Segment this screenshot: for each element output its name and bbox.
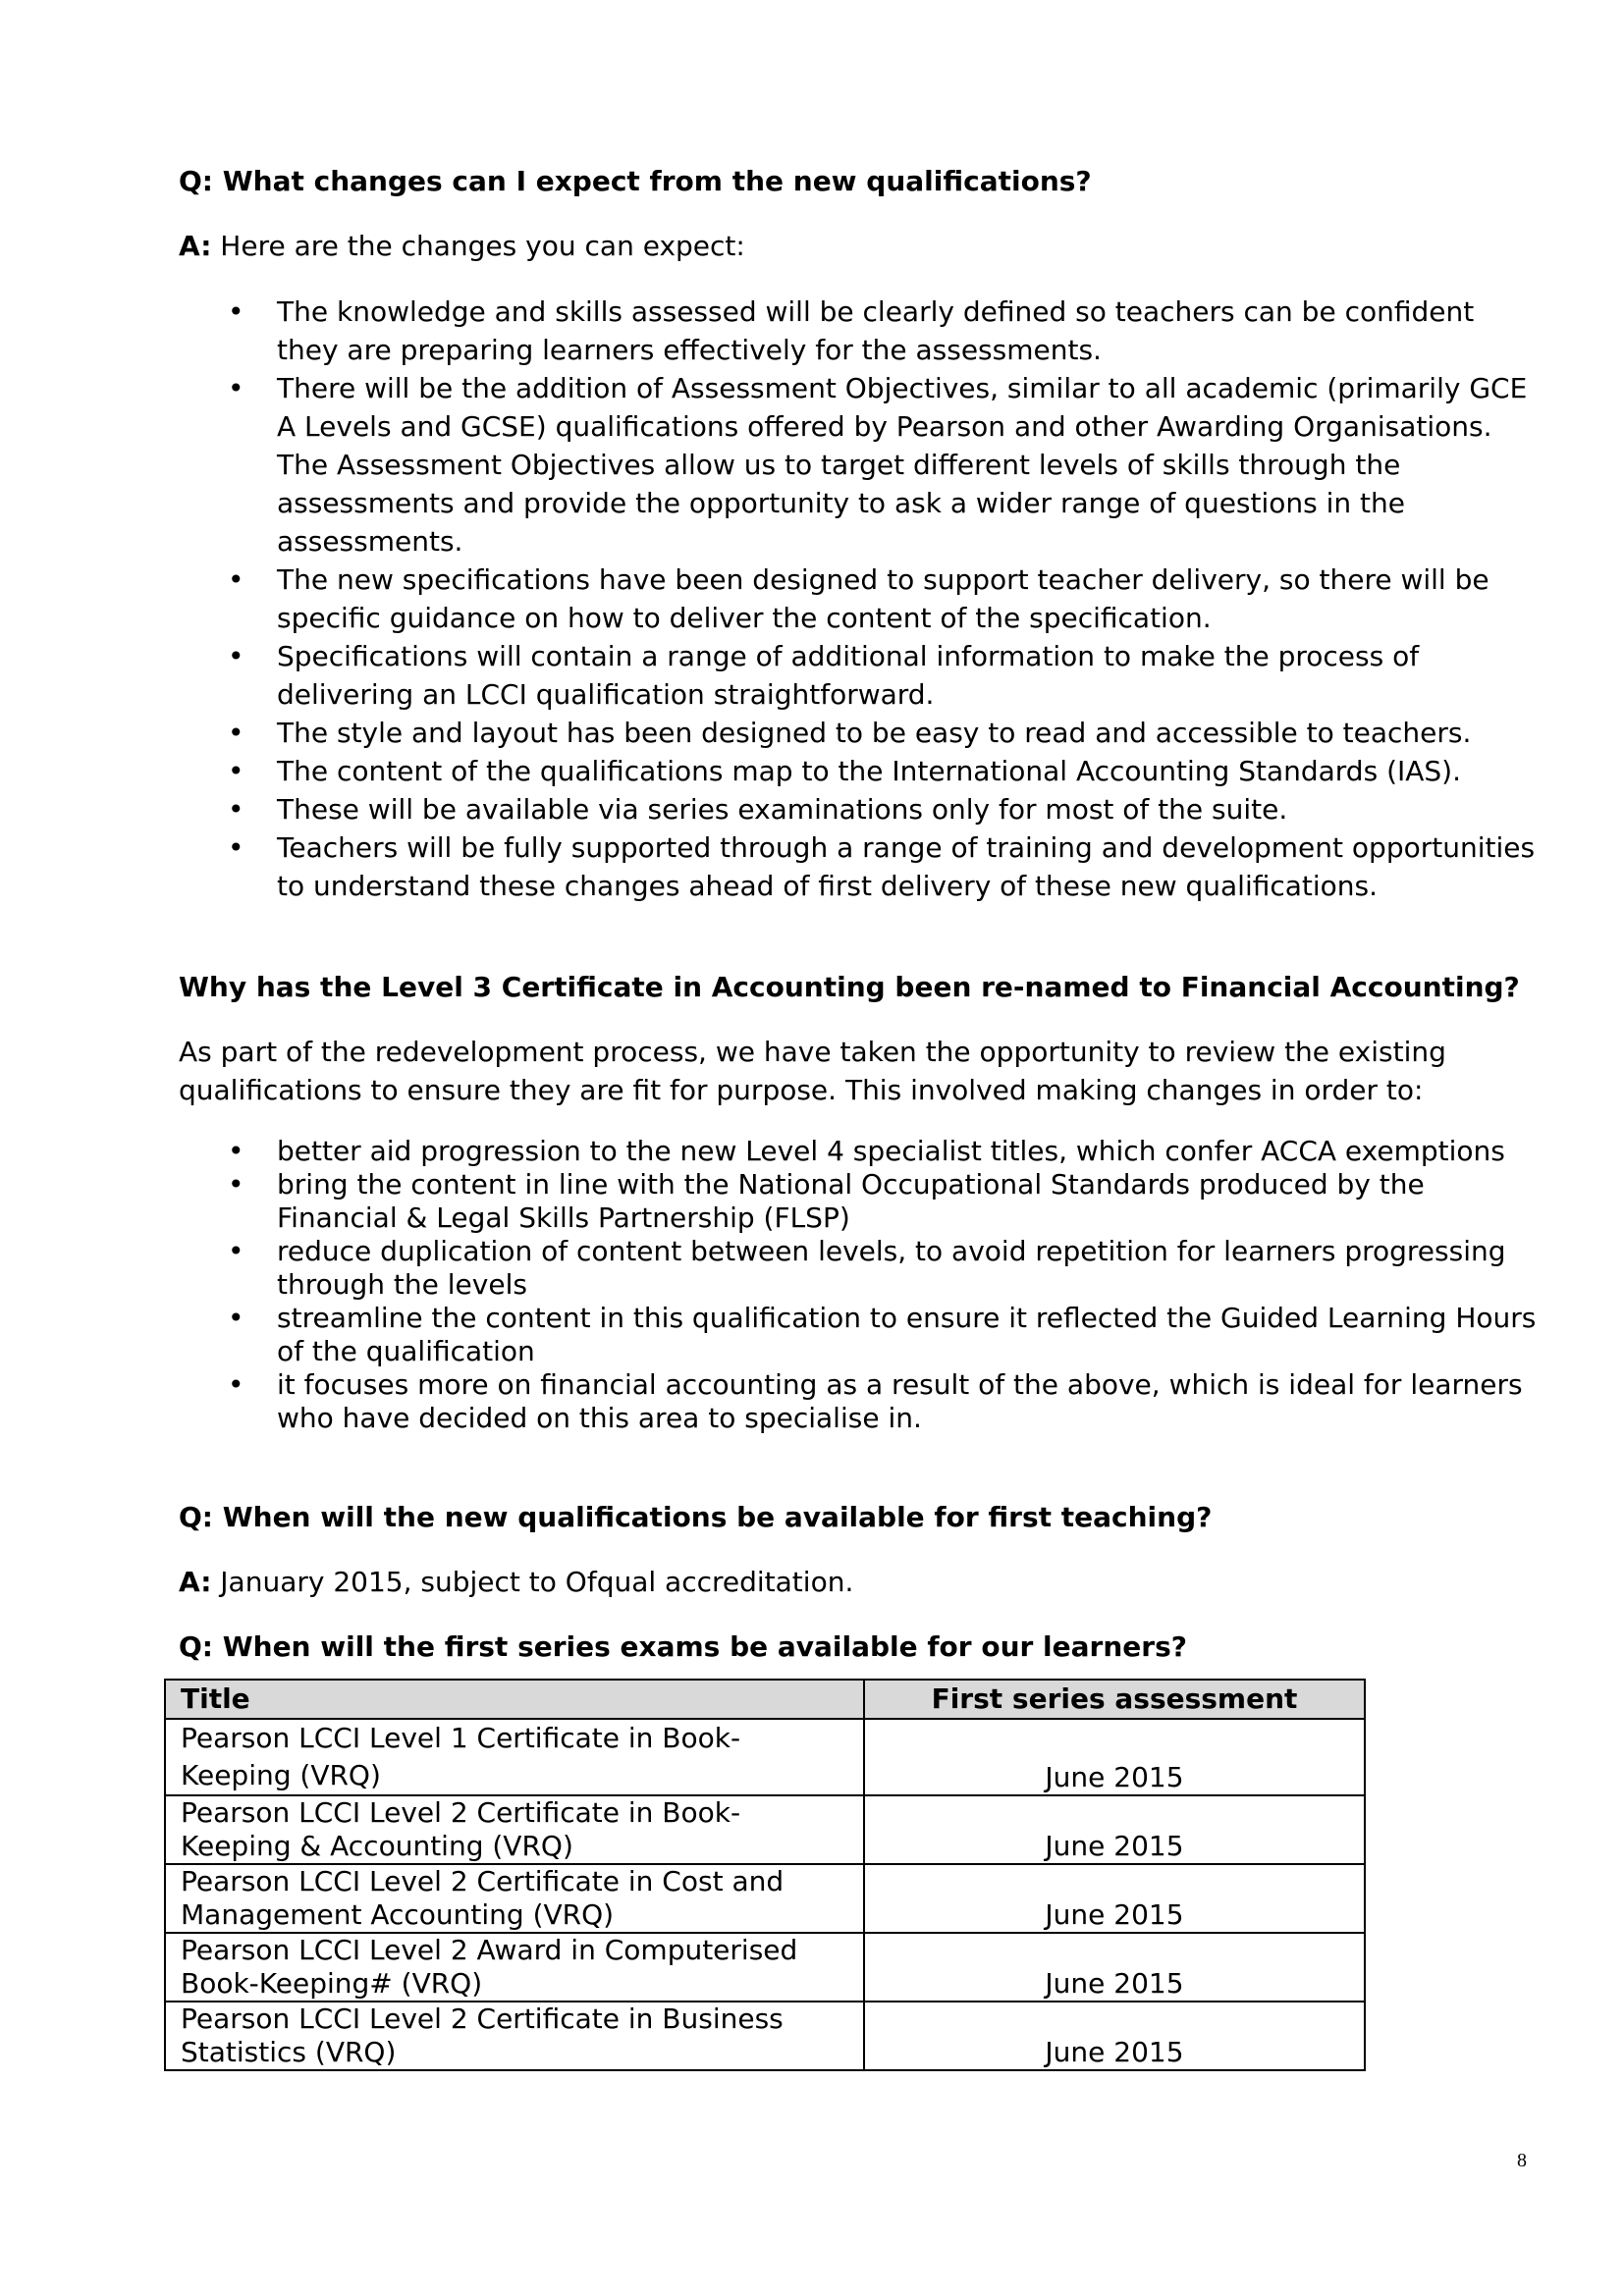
qualification-title-cell: Pearson LCCI Level 2 Certificate in Book-Keeping & Accounting (VRQ) bbox=[165, 1795, 864, 1864]
assessment-date-cell: June 2015 bbox=[864, 1795, 1365, 1864]
list-item: • streamline the content in this qualification to ensure it reflected the Guided Learning Hours of the qualification bbox=[179, 1302, 1543, 1368]
list-item: • The new specifications have been designed to support teacher delivery, so there will be specific guidance on how to deliver the content of the specification. bbox=[179, 561, 1543, 637]
column-header-assessment: First series assessment bbox=[864, 1680, 1365, 1719]
table-header-row bbox=[165, 1680, 1365, 1719]
list-item: • Specifications will contain a range of additional information to make the process of delivering an LCCI qualification straightforward. bbox=[179, 637, 1543, 714]
qualification-title-cell: Pearson LCCI Level 1 Certificate in Book-Keeping (VRQ) bbox=[165, 1719, 864, 1795]
table-row bbox=[165, 1933, 1365, 2002]
changes-list bbox=[179, 293, 1543, 905]
table-row bbox=[165, 1864, 1365, 1933]
answer-label: A: bbox=[179, 230, 212, 262]
assessment-date-cell: June 2015 bbox=[864, 1933, 1365, 2002]
reasons-list bbox=[179, 1135, 1543, 1435]
table-row bbox=[165, 2002, 1365, 2070]
table-row bbox=[165, 1719, 1365, 1795]
list-item: • The knowledge and skills assessed will be clearly defined so teachers can be confident they are preparing learners effectively for the assessments. bbox=[179, 293, 1543, 369]
qualification-title-cell: Pearson LCCI Level 2 Certificate in Cost and Management Accounting (VRQ) bbox=[165, 1864, 864, 1933]
intro-paragraph: As part of the redevelopment process, we have taken the opportunity to review the existing qualifications to ensure they are fit for purpose. This involved making changes in order to: bbox=[179, 1036, 1446, 1106]
qualification-title-cell: Pearson LCCI Level 2 Award in Computerised Book-Keeping# (VRQ) bbox=[165, 1933, 864, 2002]
question-heading: Q: What changes can I expect from the new qualifications? bbox=[179, 165, 1092, 197]
list-item: • The style and layout has been designed to be easy to read and accessible to teachers. bbox=[179, 714, 1543, 752]
answer-label: A: bbox=[179, 1566, 212, 1598]
list-item: • bring the content in line with the National Occupational Standards produced by the Financial & Legal Skills Partnership (FLSP) bbox=[179, 1168, 1543, 1235]
list-item: • better aid progression to the new Level 4 specialist titles, which confer ACCA exemptions bbox=[179, 1135, 1543, 1168]
list-item: • The content of the qualifications map to the International Accounting Standards (IAS). bbox=[179, 752, 1543, 790]
assessment-date-cell: June 2015 bbox=[864, 2002, 1365, 2070]
list-item: • There will be the addition of Assessment Objectives, similar to all academic (primarily GCE A Levels and GCSE) qualifications offered by Pearson and other Awarding Organisations. The Assessment Objectives allow us to target different levels of skills through the assessments and provide the opportunity to ask a wider range of questions in the assessments. bbox=[179, 369, 1543, 561]
document-page bbox=[179, 162, 1543, 2071]
table-row bbox=[165, 1795, 1365, 1864]
assessment-date-cell: June 2015 bbox=[864, 1719, 1365, 1795]
list-item: • These will be available via series examinations only for most of the suite. bbox=[179, 790, 1543, 828]
qualification-title-cell: Pearson LCCI Level 2 Certificate in Business Statistics (VRQ) bbox=[165, 2002, 864, 2070]
answer-text: Here are the changes you can expect: bbox=[211, 230, 745, 262]
list-item: • reduce duplication of content between levels, to avoid repetition for learners progressing through the levels bbox=[179, 1235, 1543, 1302]
answer-paragraph bbox=[179, 227, 1543, 266]
list-item: • it focuses more on financial accounting as a result of the above, which is ideal for learners who have decided on this area to specialise in. bbox=[179, 1368, 1543, 1435]
column-header-title: Title bbox=[165, 1680, 864, 1719]
assessment-date-cell: June 2015 bbox=[864, 1864, 1365, 1933]
answer-text: January 2015, subject to Ofqual accreditation. bbox=[211, 1566, 854, 1598]
answer-paragraph bbox=[179, 1563, 1543, 1602]
section-heading: Why has the Level 3 Certificate in Accounting been re-named to Financial Accounting? bbox=[179, 971, 1520, 1003]
assessment-table bbox=[164, 1679, 1366, 2071]
question-heading: Q: When will the first series exams be available for our learners? bbox=[179, 1630, 1187, 1663]
question-heading: Q: When will the new qualifications be available for first teaching? bbox=[179, 1501, 1213, 1533]
list-item: • Teachers will be fully supported through a range of training and development opportunities to understand these changes ahead of first delivery of these new qualifications. bbox=[179, 828, 1543, 905]
page-number: 8 bbox=[1517, 2150, 1527, 2171]
